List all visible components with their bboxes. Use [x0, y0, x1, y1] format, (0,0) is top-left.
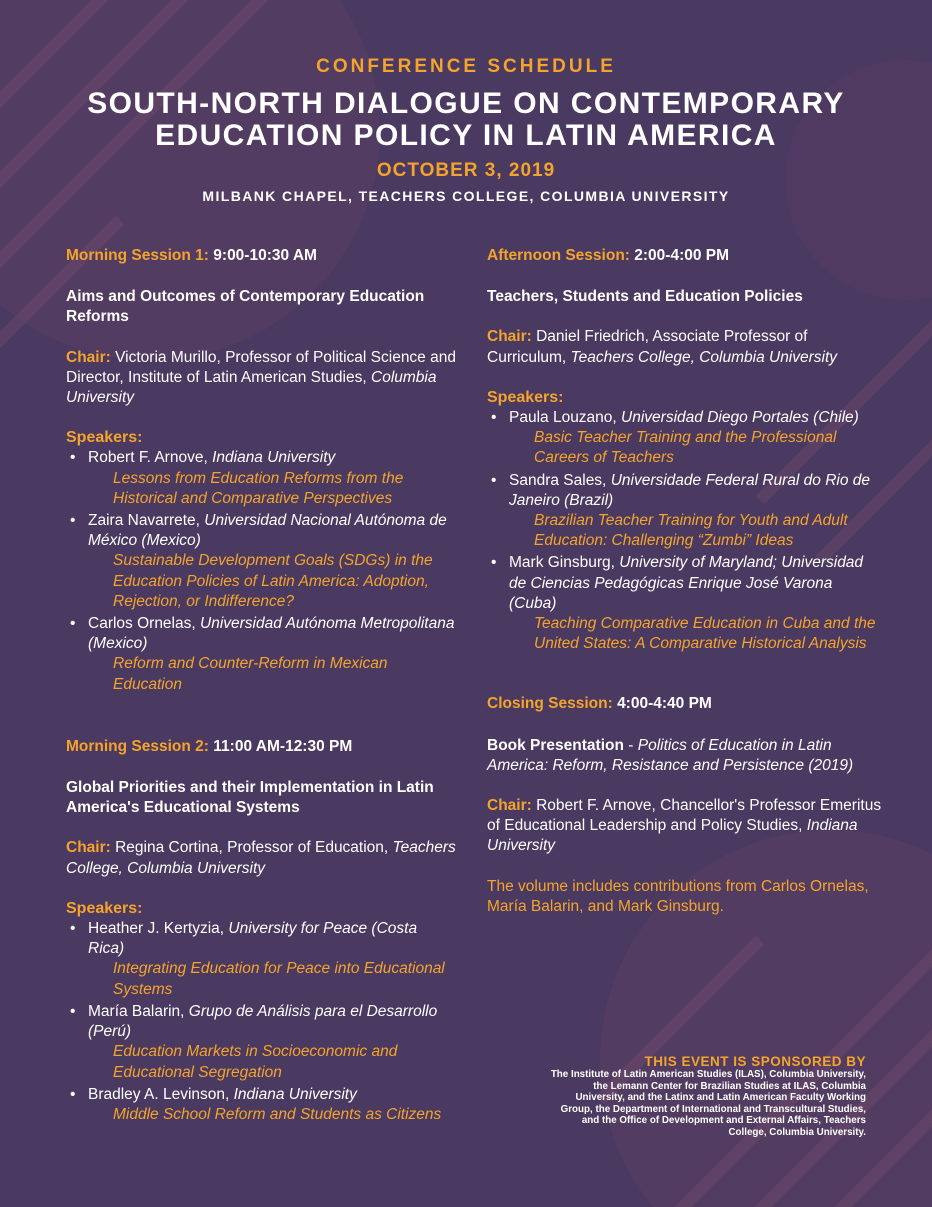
- speaker-list: [487, 408, 882, 654]
- title-line-2: EDUCATION POLICY IN LATIN AMERICA: [155, 119, 777, 152]
- session-title: Aims and Outcomes of Contemporary Education Reforms: [66, 288, 425, 326]
- session-chair: [487, 796, 882, 857]
- talk-title: Brazilian Teacher Training for Youth and Adult Education: Challenging “Zumbi” Ideas: [534, 512, 848, 550]
- session-label: Closing Session:: [487, 695, 613, 713]
- volume-note: The volume includes contributions from Carlos Ornelas, María Balarin, and Mark Ginsburg.: [487, 877, 869, 915]
- book-title: Politics of Education in Latin America: Reform, Resistance and Persistence (2019): [487, 736, 854, 774]
- chair-affiliation: Columbia University: [66, 368, 437, 407]
- speakers-heading: Speakers:: [66, 899, 143, 917]
- session-chair: [487, 327, 882, 367]
- talk-title: Teaching Comparative Education in Cuba and the United States: A Comparative Historical Analysis: [534, 615, 876, 653]
- chair-label: Chair:: [66, 839, 111, 857]
- speaker-name: Mark Ginsburg,: [509, 554, 615, 572]
- session-chair: [66, 838, 456, 878]
- session-title: Teachers, Students and Education Policies: [487, 288, 803, 306]
- talk-title: Lessons from Education Reforms from the Historical and Comparative Perspectives: [113, 469, 404, 507]
- talk-title: Sustainable Development Goals (SDGs) in the Education Policies of Latin America: Adoption, Rejection, or Indifference?: [113, 552, 433, 610]
- session-time: 4:00-4:40 PM: [617, 695, 712, 713]
- chair-label: Chair:: [487, 328, 532, 346]
- kicker: CONFERENCE SCHEDULE: [316, 56, 616, 77]
- talk-title: Integrating Education for Peace into Educational Systems: [113, 960, 445, 998]
- session-time: 9:00-10:30 AM: [213, 247, 317, 264]
- speakers-heading: Speakers:: [66, 429, 143, 447]
- chair-label: Chair:: [66, 348, 111, 366]
- event-venue: MILBANK CHAPEL, TEACHERS COLLEGE, COLUMBIA UNIVERSITY: [202, 188, 730, 204]
- book-dash: -: [623, 736, 638, 754]
- talk-title: Education Markets in Socioeconomic and Educational Segregation: [113, 1043, 398, 1081]
- title-line-1: SOUTH-NORTH DIALOGUE ON CONTEMPORARY: [87, 87, 845, 120]
- chair-text: Regina Cortina, Professor of Education,: [115, 839, 389, 857]
- chair-text: Daniel Friedrich, Associate Professor of Curriculum,: [487, 328, 808, 366]
- chair-affiliation: Indiana University: [487, 817, 858, 855]
- speaker-affiliation: University of Maryland; Universidad de Ciencias Pedagógicas Enrique José Varona (Cuba): [509, 554, 864, 612]
- sponsor-block: [546, 1054, 866, 1139]
- event-date: OCTOBER 3, 2019: [376, 160, 556, 181]
- session-label: Morning Session 2:: [66, 737, 209, 755]
- speaker-name: Heather J. Kertyzia,: [88, 920, 225, 938]
- speaker-name: Zaira Navarrete,: [88, 512, 200, 530]
- speaker-affiliation: Universidad Autónoma Metropolitana (Mexico): [88, 615, 455, 653]
- speaker-item: [487, 408, 882, 469]
- speaker-name: Paula Louzano,: [509, 409, 617, 427]
- speaker-list: [66, 448, 456, 694]
- chair-affiliation: Teachers College, Columbia University: [66, 839, 456, 877]
- morning-session-2-heading: [66, 737, 456, 757]
- speaker-name: Bradley A. Levinson,: [88, 1085, 230, 1103]
- spacer: [487, 656, 882, 694]
- talk-title: Reform and Counter-Reform in Mexican Education: [113, 655, 388, 693]
- speaker-item: [487, 553, 882, 654]
- speaker-name: Carlos Ornelas,: [88, 615, 196, 633]
- afternoon-session-heading: [487, 246, 882, 266]
- speaker-name: Robert F. Arnove,: [88, 449, 208, 467]
- speaker-item: [66, 614, 456, 695]
- speaker-item: [66, 919, 456, 1000]
- speakers-heading: Speakers:: [487, 388, 564, 406]
- session-label: Afternoon Session:: [487, 247, 630, 264]
- speaker-item: [487, 471, 882, 552]
- speaker-affiliation: Indiana University: [212, 449, 336, 467]
- talk-title: Middle School Reform and Students as Citizens: [113, 1105, 442, 1123]
- speaker-affiliation: Grupo de Análisis para el Desarrollo (Perú): [88, 1002, 438, 1041]
- session-time: 2:00-4:00 PM: [634, 247, 730, 264]
- speaker-affiliation: Universidad Diego Portales (Chile): [621, 409, 859, 427]
- sponsor-heading: THIS EVENT IS SPONSORED BY: [644, 1054, 866, 1069]
- speaker-item: [66, 1085, 456, 1125]
- speaker-name: Sandra Sales,: [509, 471, 607, 489]
- closing-session-heading: [487, 694, 882, 714]
- speaker-affiliation: Universidade Federal Rural do Rio de Janeiro (Brazil): [509, 471, 871, 509]
- speaker-affiliation: Universidad Nacional Autónoma de México (Mexico): [88, 512, 447, 550]
- spacer: [66, 697, 456, 737]
- left-column: [66, 246, 456, 1127]
- speaker-affiliation: University for Peace (Costa Rica): [88, 920, 418, 958]
- speaker-name: María Balarin,: [88, 1002, 185, 1020]
- book-label: Book Presentation: [487, 736, 624, 754]
- session-title: Global Priorities and their Implementation in Latin America's Educational Systems: [66, 779, 434, 817]
- session-time: 11:00 AM-12:30 PM: [213, 737, 353, 755]
- sponsor-text: The Institute of Latin American Studies (ILAS), Columbia University, the Lemann Center for Brazilian Studies at ILAS, Columbia University, and the Latinx and Latin American Faculty Working Group, the Department of International and Transcultural Studies, and the Office of Development and External Affairs, Teachers College, Columbia University.: [550, 1069, 866, 1138]
- talk-title: Basic Teacher Training and the Professional Careers of Teachers: [534, 429, 837, 467]
- book-presentation: [487, 736, 882, 776]
- speaker-item: [66, 448, 456, 509]
- speaker-item: [66, 511, 456, 612]
- speaker-affiliation: Indiana University: [233, 1085, 357, 1103]
- page-title: [0, 88, 932, 152]
- speaker-list: [66, 919, 456, 1125]
- right-column: [487, 246, 882, 917]
- chair-text: Robert F. Arnove, Chancellor's Professor Emeritus of Educational Leadership and Policy Studies,: [487, 797, 882, 835]
- chair-affiliation: Teachers College, Columbia University: [570, 348, 838, 366]
- chair-label: Chair:: [487, 797, 532, 815]
- session-label: Morning Session 1:: [66, 247, 209, 264]
- speaker-item: [66, 1002, 456, 1083]
- chair-text: Victoria Murillo, Professor of Political Science and Director, Institute of Latin American Studies,: [66, 348, 456, 386]
- header: [0, 56, 932, 204]
- morning-session-1-heading: [66, 246, 456, 266]
- session-chair: [66, 348, 456, 409]
